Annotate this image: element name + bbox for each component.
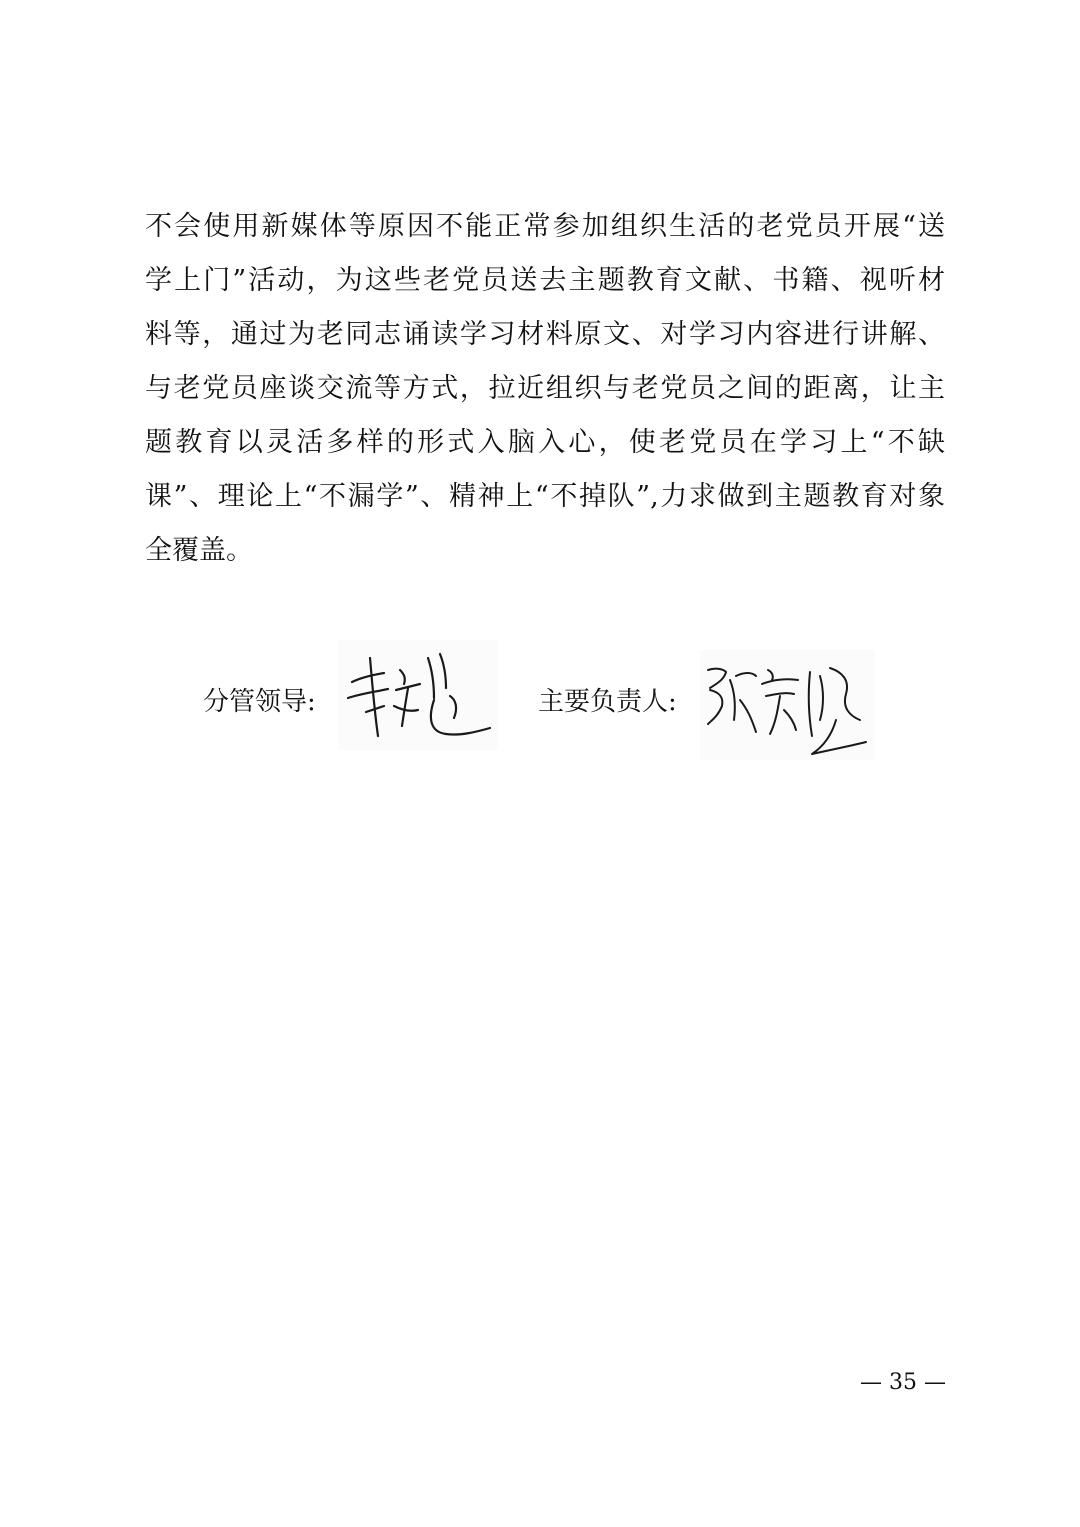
handwritten-signature-icon xyxy=(700,650,875,760)
body-line: 全覆盖。 xyxy=(145,535,253,566)
supervising-leader-signature xyxy=(338,640,498,750)
supervising-leader-label: 分管领导: xyxy=(203,687,316,717)
principal-label: 主要负责人: xyxy=(538,687,677,717)
body-paragraph xyxy=(145,200,945,578)
body-line: 学上门”活动，为这些老党员送去主题教育文献、书籍、视听材 xyxy=(145,265,945,296)
body-line: 课”、理论上“不漏学”、精神上“不掉队”,力求做到主题教育对象 xyxy=(145,481,945,512)
signature-row xyxy=(0,640,1080,760)
body-line: 料等，通过为老同志诵读学习材料原文、对学习内容进行讲解、 xyxy=(145,319,945,350)
body-line: 题教育以灵活多样的形式入脑入心，使老党员在学习上“不缺 xyxy=(145,427,945,458)
principal-signature xyxy=(700,650,875,760)
handwritten-signature-icon xyxy=(338,640,498,750)
body-line: 与老党员座谈交流等方式，拉近组织与老党员之间的距离，让主 xyxy=(145,373,945,404)
body-line: 不会使用新媒体等原因不能正常参加组织生活的老党员开展“送 xyxy=(145,211,945,242)
page-number: — 35 — xyxy=(860,1370,946,1395)
